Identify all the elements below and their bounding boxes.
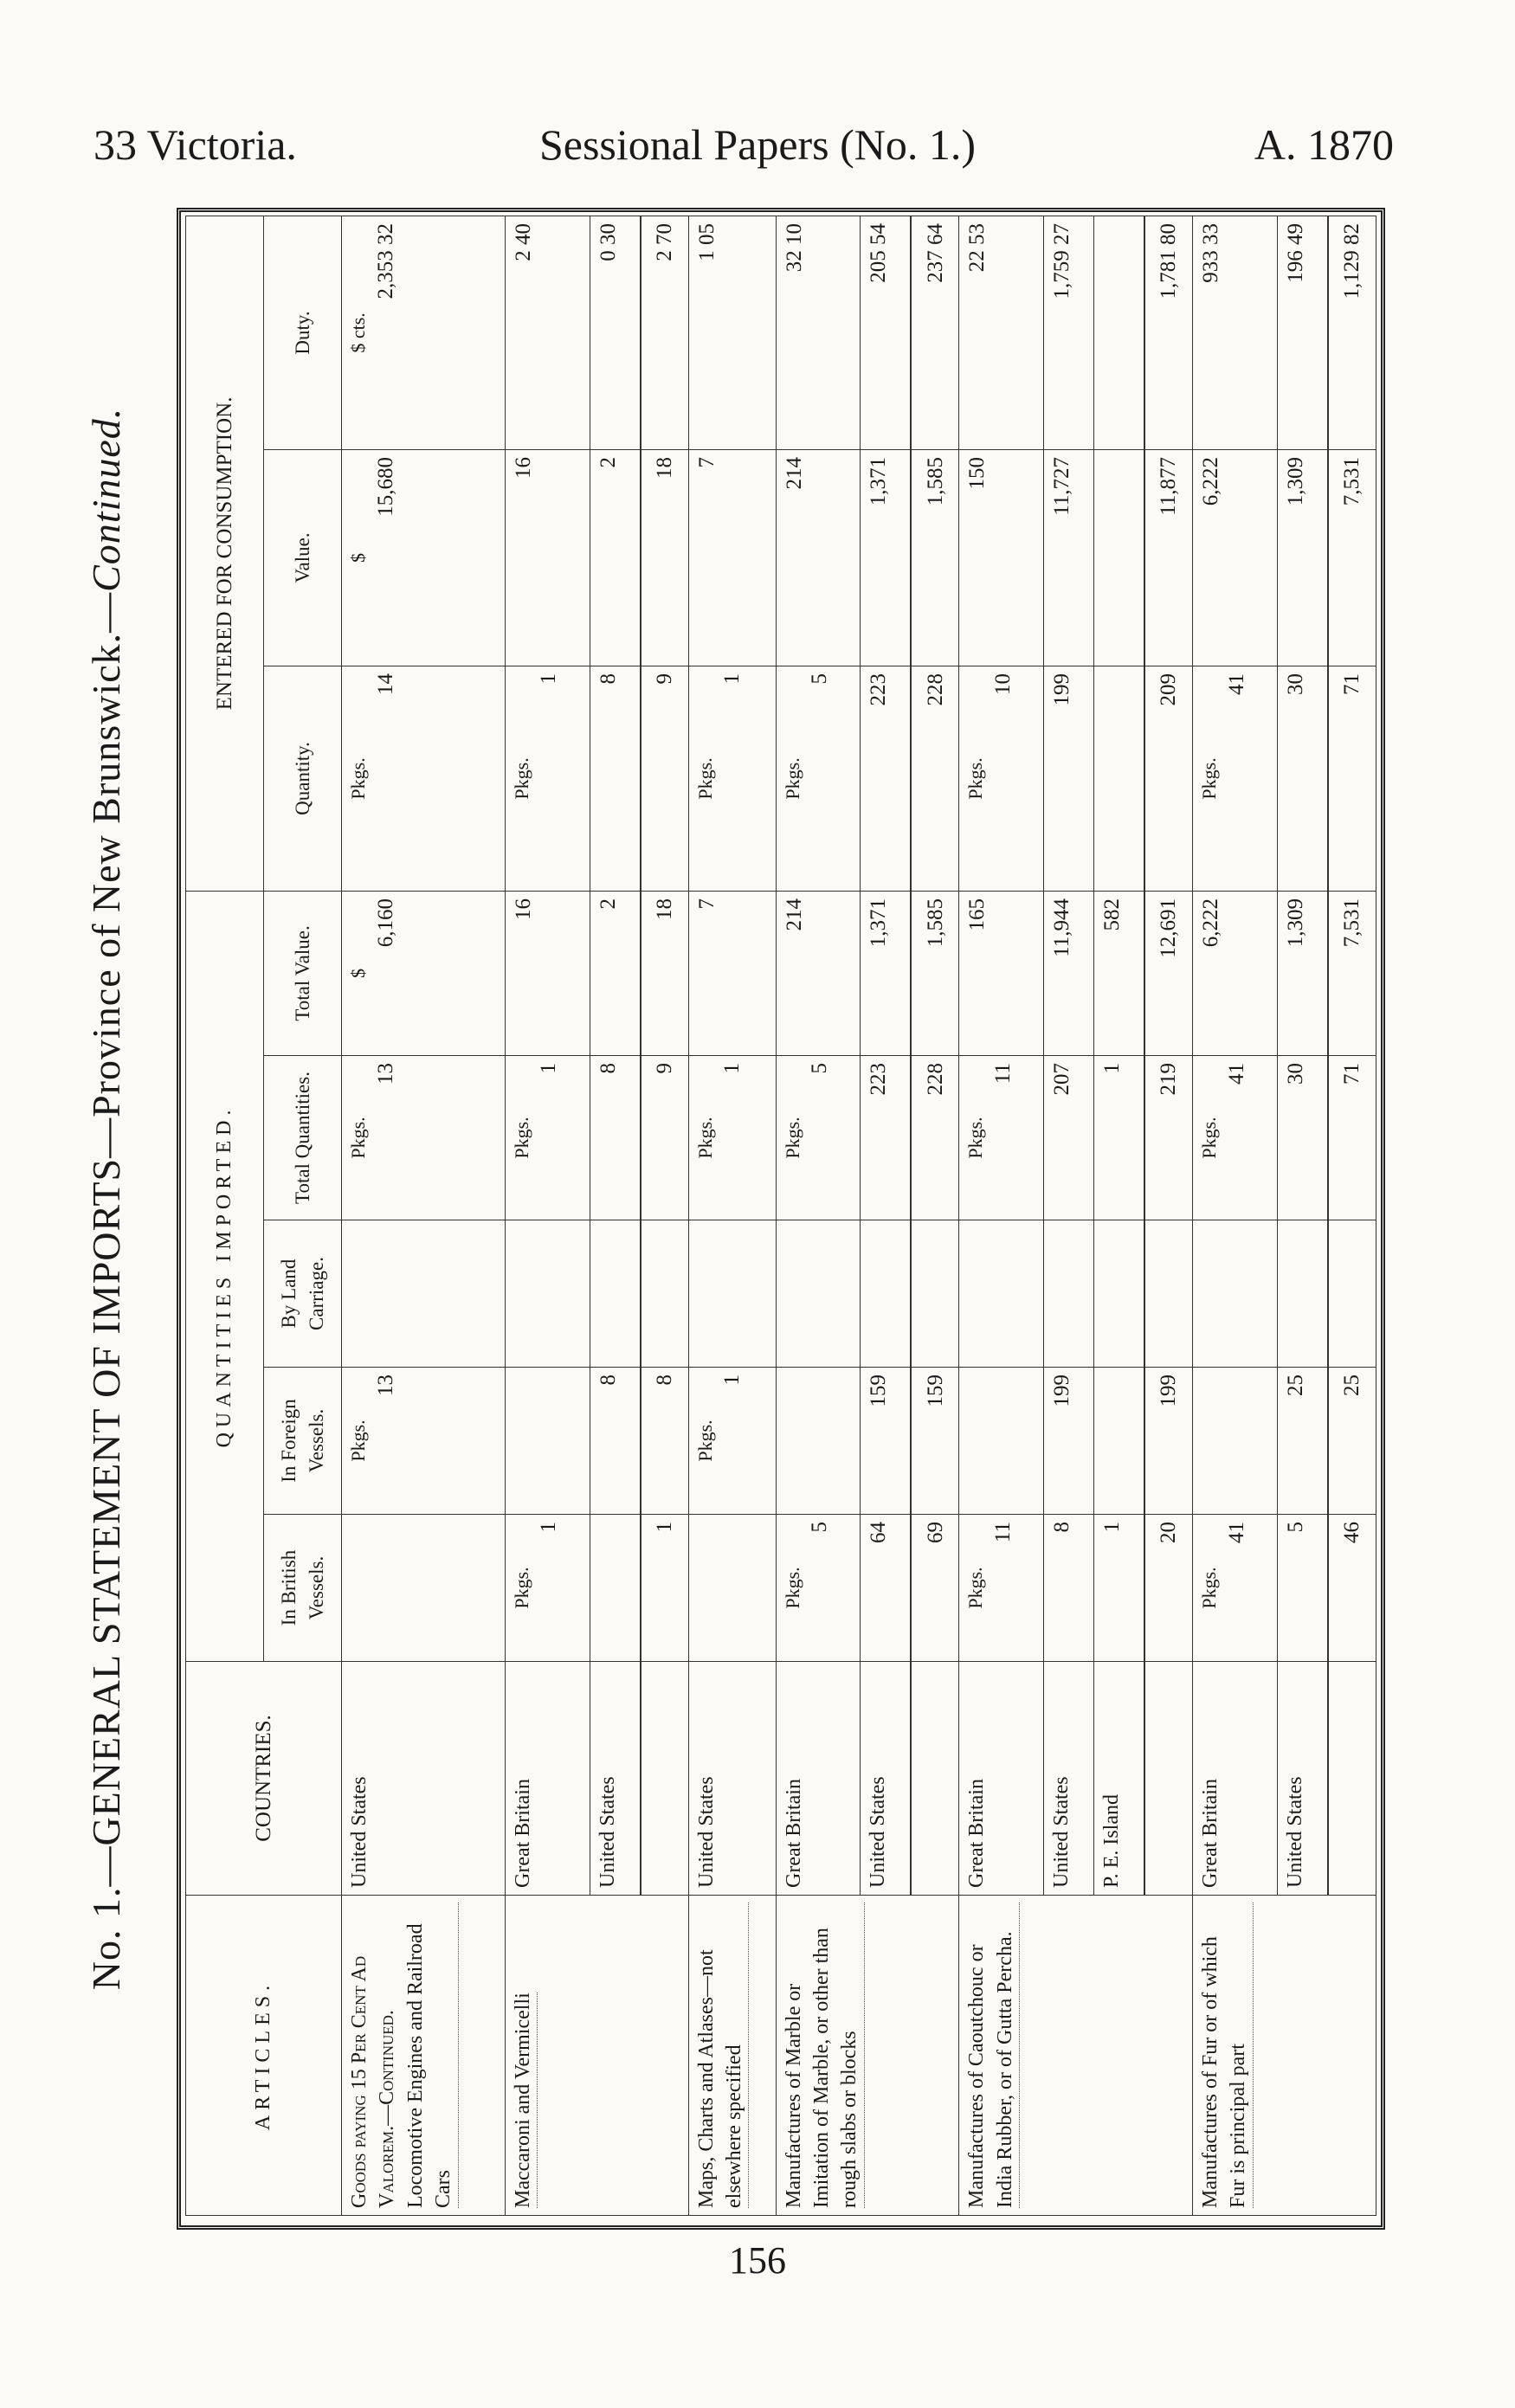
header-year: A. 1870: [1254, 120, 1394, 169]
unit-label: $: [347, 552, 369, 563]
cell-value: 214: [782, 898, 806, 931]
cell-british: [1193, 1515, 1278, 1662]
cell-value: 11: [991, 1522, 1015, 1543]
total-british: 1: [641, 1515, 689, 1662]
cell-total-qty: [1193, 1056, 1278, 1220]
cell-value: [861, 449, 911, 666]
unit-label: Pkgs.: [1198, 1117, 1221, 1159]
cell-value: 14: [373, 673, 397, 695]
cell-duty: [342, 216, 506, 449]
total-duty: 1,781 80: [1144, 216, 1193, 449]
article-name: Maps, Charts and Atlases—not elsewhere specified: [693, 1903, 750, 2208]
col-countries: COUNTRIES.: [186, 1662, 342, 1896]
unit-label: Pkgs.: [510, 757, 532, 800]
cell-value: 30: [1283, 1063, 1307, 1085]
cell-land: [1193, 1220, 1278, 1368]
cell-value: 223: [867, 673, 891, 706]
country-cell: Great Britain: [959, 1662, 1044, 1896]
cell-british: [959, 1515, 1044, 1662]
cell-value: 0 30: [596, 222, 620, 261]
col-duty: Duty.: [264, 216, 342, 449]
cell-value: 1: [720, 1375, 745, 1386]
cell-total-qty: [342, 1056, 506, 1220]
cell-duty: [1193, 216, 1278, 449]
cell-value: 1,309: [1283, 456, 1307, 506]
article-cell: [505, 1896, 688, 2216]
cell-total-value: [342, 891, 506, 1055]
table-row: [505, 216, 590, 2215]
table-body: [342, 216, 1376, 2215]
cell-foreign: [776, 1368, 861, 1515]
cell-total-value: [1193, 891, 1278, 1055]
statement-title-continued: Continued.: [84, 407, 128, 592]
col-quantity: Quantity.: [264, 666, 342, 891]
cell-foreign: [959, 1368, 1044, 1515]
cell-total-qty: [776, 1056, 861, 1220]
cell-value: 1,371: [867, 898, 891, 948]
cell-quantity: [776, 666, 861, 891]
unit-label: Pkgs.: [1198, 757, 1221, 800]
cell-british: [776, 1515, 861, 1662]
cell-duty: [776, 216, 861, 449]
total-quantity: 209: [1144, 666, 1193, 891]
cell-value: 11,727: [1050, 456, 1074, 516]
total-duty: 1,129 82: [1328, 216, 1376, 449]
cell-total-qty: [1044, 1056, 1094, 1220]
cell-value: 196 49: [1283, 222, 1307, 283]
cell-value: 41: [1224, 673, 1248, 695]
cell-total-qty: [1094, 1056, 1144, 1220]
unit-label: Pkgs.: [347, 1117, 369, 1159]
cell-foreign: [590, 1368, 640, 1515]
article-name: Locomotive Engines and Railroad Cars: [402, 1903, 459, 2208]
unit-label: Pkgs.: [510, 1117, 532, 1159]
cell-value: 6,222: [1199, 456, 1223, 506]
total-foreign: 8: [641, 1368, 689, 1515]
cell-value: 8: [1050, 1522, 1074, 1533]
cell-land: [776, 1220, 861, 1368]
cell-value: 1 05: [694, 222, 719, 261]
cell-quantity: [1193, 666, 1278, 891]
total-land: [641, 1220, 689, 1368]
cell-total-value: [776, 891, 861, 1055]
total-total-value: 12,691: [1144, 891, 1193, 1055]
cell-value: 199: [1050, 1375, 1074, 1407]
cell-british: [688, 1515, 776, 1662]
total-total-qty: 228: [911, 1056, 959, 1220]
cell-land: [590, 1220, 640, 1368]
cell-foreign: [861, 1368, 911, 1515]
total-total-qty: 9: [641, 1056, 689, 1220]
cell-quantity: [959, 666, 1044, 891]
header-session: 33 Victoria.: [93, 120, 297, 169]
cell-value: 223: [867, 1063, 891, 1096]
unit-label: Pkgs.: [693, 757, 716, 800]
section-heading: Goods paying 15 Per Cent Ad Valorem.—Continued.: [348, 1955, 399, 2208]
total-british: 20: [1144, 1515, 1193, 1662]
unit-label: $: [347, 968, 369, 978]
cell-quantity: [590, 666, 640, 891]
cell-land: [1094, 1220, 1144, 1368]
unit-label: Pkgs.: [964, 1567, 987, 1609]
cell-duty: [861, 216, 911, 449]
total-value: 18: [641, 449, 689, 666]
cell-value: 205 54: [867, 222, 891, 283]
cell-foreign: [688, 1368, 776, 1515]
article-name: Manufactures of Marble or Imitation of Marble, or other than rough slabs or blocks: [780, 1903, 865, 2208]
cell-total-qty: [505, 1056, 590, 1220]
cell-british: [861, 1515, 911, 1662]
cell-value: 6,160: [373, 898, 397, 948]
cell-value: 16: [511, 898, 535, 920]
cell-value: 582: [1100, 898, 1125, 931]
cell-foreign: [505, 1368, 590, 1515]
unit-label: Pkgs.: [1198, 1567, 1221, 1609]
cell-value: 22 53: [965, 222, 990, 273]
cell-quantity: [342, 666, 506, 891]
article-name: Maccaroni and Vermicelli: [509, 1993, 538, 2208]
cell-value: [1094, 449, 1144, 666]
cell-value: 2 40: [511, 222, 535, 261]
cell-value: 16: [511, 456, 535, 479]
cell-quantity: [688, 666, 776, 891]
col-british-vessels: In British Vessels.: [264, 1515, 342, 1662]
unit-label: $ cts.: [347, 312, 369, 353]
cell-land: [959, 1220, 1044, 1368]
group-quantities-imported: QUANTITIES IMPORTED.: [186, 891, 264, 1661]
total-total-value: 7,531: [1328, 891, 1376, 1055]
cell-value: 41: [1224, 1522, 1248, 1543]
country-cell: P. E. Island: [1094, 1662, 1144, 1896]
cell-quantity: [505, 666, 590, 891]
cell-value: 8: [596, 673, 620, 685]
country-cell: Great Britain: [776, 1662, 861, 1896]
total-foreign: 159: [911, 1368, 959, 1515]
cell-british: [1277, 1515, 1328, 1662]
col-total-quantities: Total Quantities.: [264, 1056, 342, 1220]
article-cell: [688, 1896, 776, 2216]
statement-title-main: No. 1.—GENERAL STATEMENT OF IMPORTS—Province of New Brunswick.—: [84, 591, 128, 1991]
cell-quantity: [1277, 666, 1328, 891]
total-land: [1328, 1220, 1376, 1368]
cell-duty: [1277, 216, 1328, 449]
imports-table: [185, 216, 1376, 2216]
page-number: 156: [729, 2239, 786, 2282]
cell-value: 25: [1283, 1375, 1307, 1396]
cell-value: 5: [808, 1063, 832, 1074]
total-total-qty: 219: [1144, 1056, 1193, 1220]
unit-label: Pkgs.: [347, 1420, 369, 1462]
cell-value: 150: [965, 456, 990, 490]
cell-value: 8: [596, 1375, 620, 1386]
cell-total-value: [1094, 891, 1144, 1055]
total-value: 11,877: [1144, 449, 1193, 666]
cell-value: 13: [373, 1063, 397, 1085]
article-cell: [342, 1896, 506, 2216]
cell-total-qty: [1277, 1056, 1328, 1220]
cell-duty: [590, 216, 640, 449]
table-row: [1193, 216, 1278, 2215]
cell-british: [590, 1515, 640, 1662]
cell-value: [959, 449, 1044, 666]
cell-value: 6,222: [1199, 898, 1223, 948]
cell-duty: [1044, 216, 1094, 449]
cell-foreign: [1277, 1368, 1328, 1515]
cell-value: 7: [694, 898, 719, 910]
cell-value: 1: [1100, 1522, 1125, 1533]
cell-value: [1044, 449, 1094, 666]
statement-title: [83, 329, 161, 2069]
cell-value: 2: [596, 456, 620, 468]
col-total-value: Total Value.: [264, 891, 342, 1055]
total-country-blank: [1144, 1662, 1193, 1896]
cell-value: 199: [1050, 673, 1074, 706]
cell-duty: [505, 216, 590, 449]
article-cell: [959, 1896, 1193, 2216]
cell-total-value: [959, 891, 1044, 1055]
cell-value: 41: [1224, 1063, 1248, 1085]
col-land-carriage: By Land Carriage.: [264, 1220, 342, 1368]
cell-value: 1: [537, 1522, 561, 1533]
unit-label: Pkgs.: [693, 1117, 716, 1159]
table-row: [776, 216, 861, 2215]
total-quantity: 9: [641, 666, 689, 891]
cell-land: [688, 1220, 776, 1368]
cell-value: 8: [596, 1063, 620, 1074]
total-country-blank: [641, 1662, 689, 1896]
unit-label: Pkgs.: [964, 757, 987, 800]
cell-value: 1,759 27: [1050, 222, 1074, 299]
cell-value: 214: [782, 456, 806, 490]
country-cell: United States: [688, 1662, 776, 1896]
cell-value: 2,353 32: [373, 222, 397, 299]
cell-quantity: [1044, 666, 1094, 891]
cell-value: 207: [1050, 1063, 1074, 1096]
cell-foreign: [342, 1368, 506, 1515]
total-total-value: 1,585: [911, 891, 959, 1055]
table-row: [342, 216, 506, 2215]
country-cell: United States: [342, 1662, 506, 1896]
cell-total-value: [861, 891, 911, 1055]
cell-value: [1193, 449, 1278, 666]
article-name: Manufactures of Fur or of which Fur is principal part: [1196, 1903, 1254, 2208]
cell-value: [688, 449, 776, 666]
total-country-blank: [1328, 1662, 1376, 1896]
cell-value: 1,309: [1283, 898, 1307, 948]
cell-value: 7: [694, 456, 719, 468]
article-name: Manufactures of Caoutchouc or India Rubber, or of Gutta Percha.: [963, 1903, 1020, 2208]
cell-duty: [688, 216, 776, 449]
cell-land: [342, 1220, 506, 1368]
unit-label: Pkgs.: [347, 757, 369, 800]
cell-total-qty: [959, 1056, 1044, 1220]
table-row: [688, 216, 776, 2215]
total-country-blank: [911, 1662, 959, 1896]
article-cell: [776, 1896, 959, 2216]
header-title: Sessional Papers (No. 1.): [538, 120, 977, 169]
cell-value: [1277, 449, 1328, 666]
cell-value: 1: [537, 1063, 561, 1074]
cell-value: 933 33: [1199, 222, 1223, 283]
total-british: 69: [911, 1515, 959, 1662]
cell-value: [342, 449, 506, 666]
cell-land: [861, 1220, 911, 1368]
total-british: 46: [1328, 1515, 1376, 1662]
unit-label: Pkgs.: [781, 1567, 803, 1609]
total-land: [1144, 1220, 1193, 1368]
cell-total-qty: [590, 1056, 640, 1220]
unit-label: Pkgs.: [693, 1420, 716, 1462]
cell-duty: [959, 216, 1044, 449]
total-quantity: 71: [1328, 666, 1376, 891]
cell-foreign: [1094, 1368, 1144, 1515]
cell-total-value: [1044, 891, 1094, 1055]
cell-value: 11: [991, 1063, 1015, 1085]
total-duty: 2 70: [641, 216, 689, 449]
cell-foreign: [1044, 1368, 1094, 1515]
unit-label: Pkgs.: [781, 757, 803, 800]
cell-value: 1: [1100, 1063, 1125, 1074]
cell-value: [590, 449, 640, 666]
total-duty: 237 64: [911, 216, 959, 449]
unit-label: Pkgs.: [510, 1567, 532, 1609]
cell-total-qty: [861, 1056, 911, 1220]
country-cell: United States: [1277, 1662, 1328, 1896]
country-cell: United States: [861, 1662, 911, 1896]
cell-british: [342, 1515, 506, 1662]
cell-value: [505, 449, 590, 666]
cell-value: [776, 449, 861, 666]
cell-foreign: [1193, 1368, 1278, 1515]
cell-value: 5: [1283, 1522, 1307, 1533]
unit-label: Pkgs.: [781, 1117, 803, 1159]
cell-british: [505, 1515, 590, 1662]
country-cell: United States: [590, 1662, 640, 1896]
running-header: [0, 119, 1515, 189]
total-foreign: 25: [1328, 1368, 1376, 1515]
cell-value: 1,371: [867, 456, 891, 506]
country-cell: Great Britain: [505, 1662, 590, 1896]
col-articles: ARTICLES.: [186, 1896, 342, 2216]
cell-value: 1: [537, 673, 561, 685]
group-entered-consumption: ENTERED FOR CONSUMPTION.: [186, 216, 264, 891]
cell-value: 2: [596, 898, 620, 910]
cell-total-value: [688, 891, 776, 1055]
cell-value: 30: [1283, 673, 1307, 695]
total-total-value: 18: [641, 891, 689, 1055]
cell-value: 5: [808, 1522, 832, 1533]
total-foreign: 199: [1144, 1368, 1193, 1515]
cell-value: 5: [808, 673, 832, 685]
cell-total-value: [590, 891, 640, 1055]
cell-land: [1277, 1220, 1328, 1368]
unit-label: Pkgs.: [964, 1117, 987, 1159]
cell-total-qty: [688, 1056, 776, 1220]
cell-land: [505, 1220, 590, 1368]
country-cell: United States: [1044, 1662, 1094, 1896]
cell-value: 1: [720, 1063, 745, 1074]
cell-quantity: [861, 666, 911, 891]
article-cell: [1193, 1896, 1376, 2216]
cell-value: 165: [965, 898, 990, 931]
cell-value: 13: [373, 1375, 397, 1396]
total-land: [911, 1220, 959, 1368]
cell-value: 32 10: [782, 222, 806, 273]
country-cell: Great Britain: [1193, 1662, 1278, 1896]
col-value: Value.: [264, 449, 342, 666]
cell-value: 10: [991, 673, 1015, 695]
total-value: 1,585: [911, 449, 959, 666]
cell-value: 64: [867, 1522, 891, 1543]
cell-value: 159: [867, 1375, 891, 1407]
cell-total-value: [1277, 891, 1328, 1055]
total-value: 7,531: [1328, 449, 1376, 666]
cell-value: 1: [720, 673, 745, 685]
table-row: [959, 216, 1044, 2215]
cell-value: 15,680: [373, 456, 397, 517]
cell-british: [1094, 1515, 1144, 1662]
imports-table-rotated: [185, 216, 1376, 2216]
col-foreign-vessels: In Foreign Vessels.: [264, 1368, 342, 1515]
cell-value: 11,944: [1050, 898, 1074, 957]
total-quantity: 228: [911, 666, 959, 891]
cell-british: [1044, 1515, 1094, 1662]
cell-quantity: [1094, 666, 1144, 891]
cell-duty: [1094, 216, 1144, 449]
cell-land: [1044, 1220, 1094, 1368]
total-total-qty: 71: [1328, 1056, 1376, 1220]
cell-total-value: [505, 891, 590, 1055]
